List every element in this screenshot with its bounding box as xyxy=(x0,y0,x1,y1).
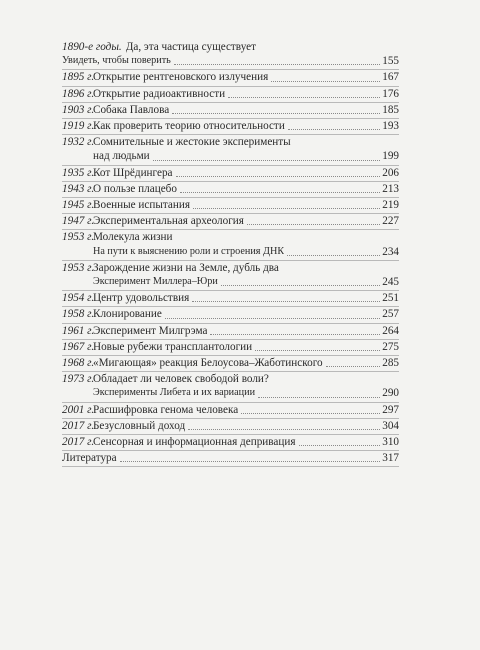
toc-page-number: 185 xyxy=(382,103,399,116)
toc-entry xyxy=(62,103,399,119)
toc-title: Экспериментальная археология xyxy=(93,215,244,228)
toc-year: 1954 г. xyxy=(62,292,95,305)
toc-line xyxy=(62,182,399,196)
toc-year: 2017 г. xyxy=(62,419,95,432)
toc-entry xyxy=(62,307,399,323)
table-of-contents xyxy=(62,40,399,467)
toc-line xyxy=(62,291,399,305)
toc-year: 1935 г. xyxy=(62,166,95,179)
dot-leader xyxy=(299,445,381,446)
toc-year: 1947 г. xyxy=(62,215,95,228)
dot-leader xyxy=(192,301,380,302)
toc-title: Военные испытания xyxy=(93,199,190,212)
dot-leader xyxy=(247,224,380,225)
dot-leader xyxy=(241,413,380,414)
toc-year: 1895 г. xyxy=(62,71,95,84)
dot-leader xyxy=(120,461,381,462)
dot-leader xyxy=(180,192,380,193)
toc-page-number: 264 xyxy=(382,324,399,337)
toc-title: Безусловный доход xyxy=(93,419,186,432)
toc-line xyxy=(62,307,399,321)
dot-leader xyxy=(271,81,380,82)
toc-title: Обладает ли человек свободой воли? xyxy=(93,373,269,386)
toc-page-number: 193 xyxy=(382,120,399,133)
dot-leader xyxy=(287,255,380,256)
toc-page-number: 304 xyxy=(382,419,399,432)
toc-page-number: 290 xyxy=(382,387,399,400)
toc-year: 1932 г. xyxy=(62,136,95,149)
toc-line xyxy=(62,166,399,180)
toc-line xyxy=(62,261,399,275)
toc-title: Новые рубежи трансплантологии xyxy=(93,340,253,353)
toc-page-number: 285 xyxy=(382,357,399,370)
toc-year: 1903 г. xyxy=(62,103,95,116)
dot-leader xyxy=(188,429,380,430)
toc-page-number: 275 xyxy=(382,340,399,353)
dot-leader xyxy=(326,366,381,367)
toc-page-number: 251 xyxy=(382,292,399,305)
toc-title: Открытие рентгеновского излучения xyxy=(93,71,269,84)
toc-line xyxy=(62,149,399,163)
dot-leader xyxy=(255,350,380,351)
toc-page-number: 227 xyxy=(382,215,399,228)
toc-line xyxy=(62,451,399,465)
toc-page-number: 155 xyxy=(382,55,399,68)
toc-entry xyxy=(62,119,399,135)
toc-year: 1973 г. xyxy=(62,373,95,386)
toc-year: 1958 г. xyxy=(62,308,95,321)
toc-line xyxy=(62,419,399,433)
toc-entry xyxy=(62,419,399,435)
toc-year: 1961 г. xyxy=(62,324,95,337)
toc-entry xyxy=(62,291,399,307)
toc-title: Да, эта частица существует xyxy=(125,41,257,53)
toc-year: 1968 г. xyxy=(62,357,95,370)
toc-year: 2001 г. xyxy=(62,403,95,416)
toc-entry xyxy=(62,182,399,198)
toc-entry xyxy=(62,40,399,70)
toc-title: Эксперимент Миллера–Юри xyxy=(93,276,218,288)
toc-entry xyxy=(62,435,399,451)
toc-title: Центр удовольствия xyxy=(93,292,190,305)
toc-title: над людьми xyxy=(93,150,150,163)
toc-year: 1943 г. xyxy=(62,182,95,195)
dot-leader xyxy=(221,285,380,286)
toc-line xyxy=(62,230,399,244)
toc-title: Кот Шрёдингера xyxy=(93,166,173,179)
toc-title: Литература xyxy=(62,452,117,465)
dot-leader xyxy=(172,113,380,114)
toc-title: На пути к выяснению роли и строения ДНК xyxy=(93,245,285,257)
toc-year: 1953 г. xyxy=(62,231,95,244)
dot-leader xyxy=(228,97,380,98)
dot-leader xyxy=(153,160,381,161)
toc-entry xyxy=(62,403,399,419)
toc-line xyxy=(62,324,399,338)
toc-title: Эксперименты Либета и их вариации xyxy=(93,387,256,399)
toc-title: Увидеть, чтобы поверить xyxy=(62,55,171,67)
toc-page-number: 213 xyxy=(382,182,399,195)
toc-entry xyxy=(62,451,399,467)
toc-title: О пользе плацебо xyxy=(93,182,177,195)
toc-entry xyxy=(62,214,399,230)
toc-entry xyxy=(62,87,399,103)
dot-leader xyxy=(258,397,380,398)
toc-year: 1890-е годы. xyxy=(62,41,122,53)
toc-year: 1953 г. xyxy=(62,261,95,274)
toc-line xyxy=(62,275,399,289)
toc-line xyxy=(62,54,399,68)
toc-line xyxy=(62,135,399,149)
toc-page-number: 297 xyxy=(382,403,399,416)
dot-leader xyxy=(288,129,380,130)
toc-title: Эксперимент Милгрэма xyxy=(93,324,208,337)
entry-divider xyxy=(62,466,399,467)
toc-page-number: 176 xyxy=(382,87,399,100)
toc-line xyxy=(62,403,399,417)
toc-title: Собака Павлова xyxy=(93,103,170,116)
toc-page-number: 257 xyxy=(382,308,399,321)
toc-page-number: 206 xyxy=(382,166,399,179)
toc-entry xyxy=(62,230,399,260)
toc-line xyxy=(62,198,399,212)
toc-line xyxy=(62,356,399,370)
toc-entry xyxy=(62,135,399,165)
toc-title: Сенсорная и информационная депривация xyxy=(93,436,296,449)
toc-page-number: 317 xyxy=(382,452,399,465)
toc-title: «Мигающая» реакция Белоусова–Жаботинского xyxy=(93,357,323,370)
dot-leader xyxy=(193,208,380,209)
toc-line xyxy=(62,245,399,259)
dot-leader xyxy=(210,334,380,335)
toc-entry xyxy=(62,70,399,86)
toc-page-number: 234 xyxy=(382,245,399,258)
toc-entry xyxy=(62,198,399,214)
dot-leader xyxy=(174,64,380,65)
toc-line xyxy=(62,87,399,101)
toc-year: 1919 г. xyxy=(62,120,95,133)
toc-line xyxy=(62,70,399,84)
toc-title: Клонирование xyxy=(93,308,162,321)
toc-line xyxy=(62,40,399,54)
toc-page-number: 245 xyxy=(382,276,399,289)
toc-year: 2017 г. xyxy=(62,436,95,449)
toc-entry xyxy=(62,340,399,356)
toc-entry xyxy=(62,166,399,182)
toc-title: Как проверить теорию относительности xyxy=(93,120,285,133)
toc-line xyxy=(62,119,399,133)
toc-year: 1967 г. xyxy=(62,340,95,353)
toc-page-number: 167 xyxy=(382,71,399,84)
dot-leader xyxy=(165,318,380,319)
toc-title: Открытие радиоактивности xyxy=(93,87,226,100)
toc-line xyxy=(62,435,399,449)
toc-line xyxy=(62,372,399,386)
toc-entry xyxy=(62,324,399,340)
toc-title: Зарождение жизни на Земле, дубль два xyxy=(93,261,279,274)
toc-page-number: 219 xyxy=(382,199,399,212)
toc-title: Сомнительные и жестокие эксперименты xyxy=(93,136,291,149)
toc-line xyxy=(62,340,399,354)
toc-entry xyxy=(62,372,399,402)
toc-page-number: 199 xyxy=(382,150,399,163)
toc-year: 1896 г. xyxy=(62,87,95,100)
toc-entry xyxy=(62,261,399,291)
toc-line xyxy=(62,214,399,228)
toc-page-number: 310 xyxy=(382,436,399,449)
dot-leader xyxy=(176,176,381,177)
toc-title: Расшифровка генома человека xyxy=(93,403,239,416)
toc-line xyxy=(62,103,399,117)
toc-year: 1945 г. xyxy=(62,199,95,212)
toc-title: Молекула жизни xyxy=(93,231,173,244)
toc-line xyxy=(62,386,399,400)
toc-entry xyxy=(62,356,399,372)
